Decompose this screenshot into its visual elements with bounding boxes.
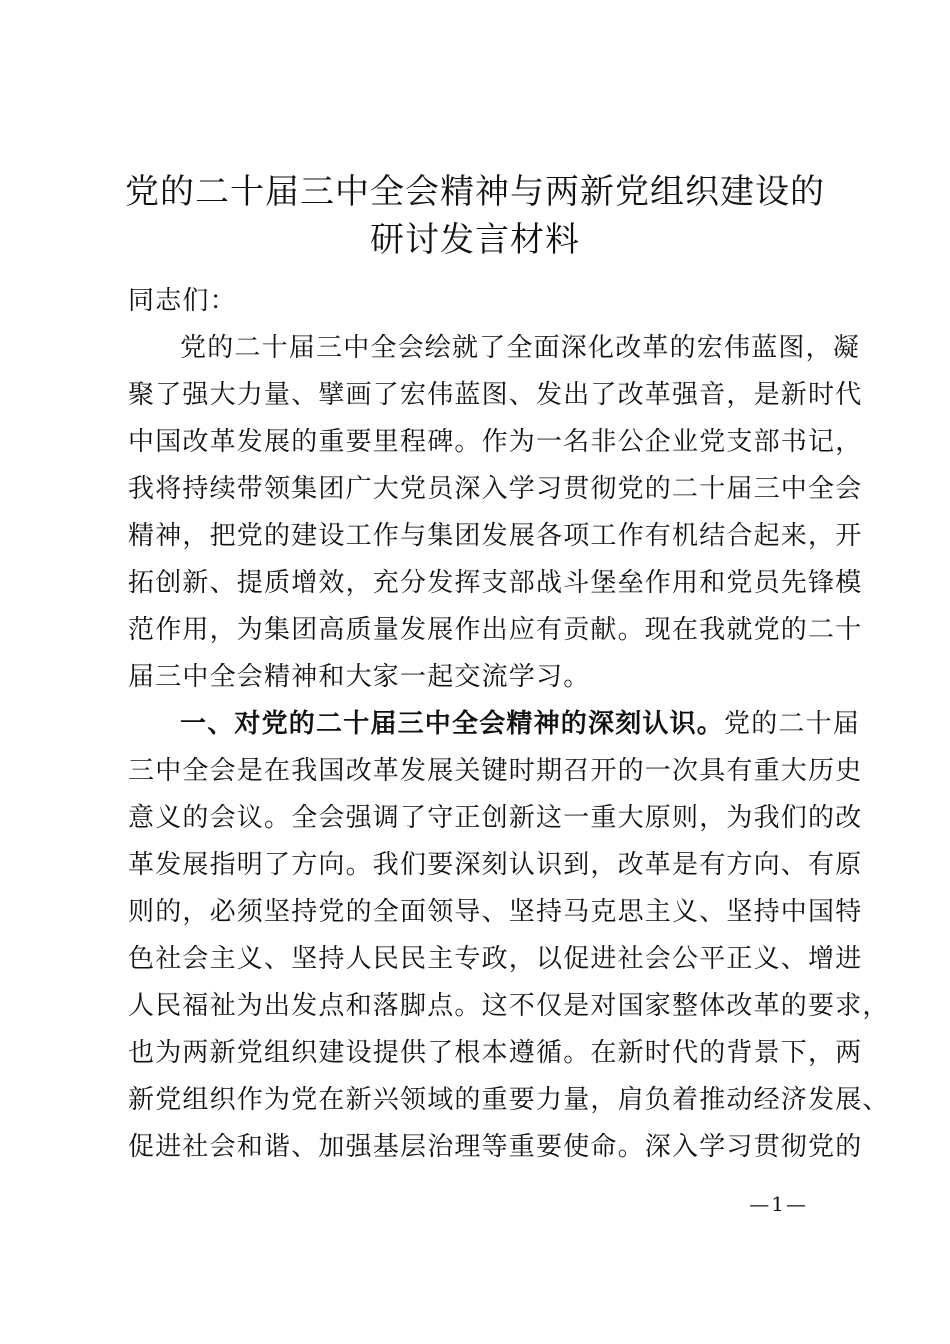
paragraph-1-line: 拓创新、提质增效，充分发挥支部战斗堡垒作用和党员先锋模: [128, 568, 863, 598]
paragraph-1-line: 范作用，为集团高质量发展作出应有贡献。现在我就党的二十: [128, 615, 863, 645]
section-1-first-line-rest: 党的二十届: [724, 709, 861, 739]
paragraph-1-line: 党的二十届三中全会绘就了全面深化改革的宏伟蓝图，凝: [180, 333, 861, 363]
section-1-heading: 一、对党的二十届三中全会精神的深刻认识。: [180, 709, 725, 739]
section-1-line: 新党组织作为党在新兴领域的重要力量，肩负着推动经济发展、: [128, 1085, 890, 1115]
document-body: [128, 278, 890, 1171]
page-number: —1—: [749, 1192, 808, 1216]
section-1-line: 意义的会议。全会强调了守正创新这一重大原则，为我们的改: [128, 803, 863, 833]
section-1-line: 色社会主义、坚持人民民主专政，以促进社会公平正义、增进: [128, 944, 863, 974]
section-1-line: 革发展指明了方向。我们要深刻认识到，改革是有方向、有原: [128, 850, 863, 880]
paragraph-1-line: 聚了强大力量、擘画了宏伟蓝图、发出了改革强音，是新时代: [128, 380, 863, 410]
salutation: 同志们：: [128, 286, 237, 316]
paragraph-1-line: 届三中全会精神和大家一起交流学习。: [128, 662, 591, 692]
paragraph-1-line: 精神，把党的建设工作与集团发展各项工作有机结合起来，开: [128, 521, 863, 551]
section-1-line: 则的，必须坚持党的全面领导、坚持马克思主义、坚持中国特: [128, 897, 863, 927]
section-1-line: 人民福祉为出发点和落脚点。这不仅是对国家整体改革的要求，: [128, 991, 890, 1021]
section-1-line: 三中全会是在我国改革发展关键时期召开的一次具有重大历史: [128, 756, 863, 786]
paragraph-1-line: 中国改革发展的重要里程碑。作为一名非公企业党支部书记，: [128, 427, 863, 457]
title-line-1: 党的二十届三中全会精神与两新党组织建设的: [125, 172, 825, 212]
paragraph-1-line: 我将持续带领集团广大党员深入学习贯彻党的二十届三中全会: [128, 474, 863, 504]
title-line-2: 研讨发言材料: [370, 220, 580, 260]
section-1-first-line: [128, 701, 861, 748]
document-title: [60, 168, 890, 264]
section-1-line: 也为两新党组织建设提供了根本遵循。在新时代的背景下，两: [128, 1038, 863, 1068]
section-1-line: 促进社会和谐、加强基层治理等重要使命。深入学习贯彻党的: [128, 1132, 863, 1162]
